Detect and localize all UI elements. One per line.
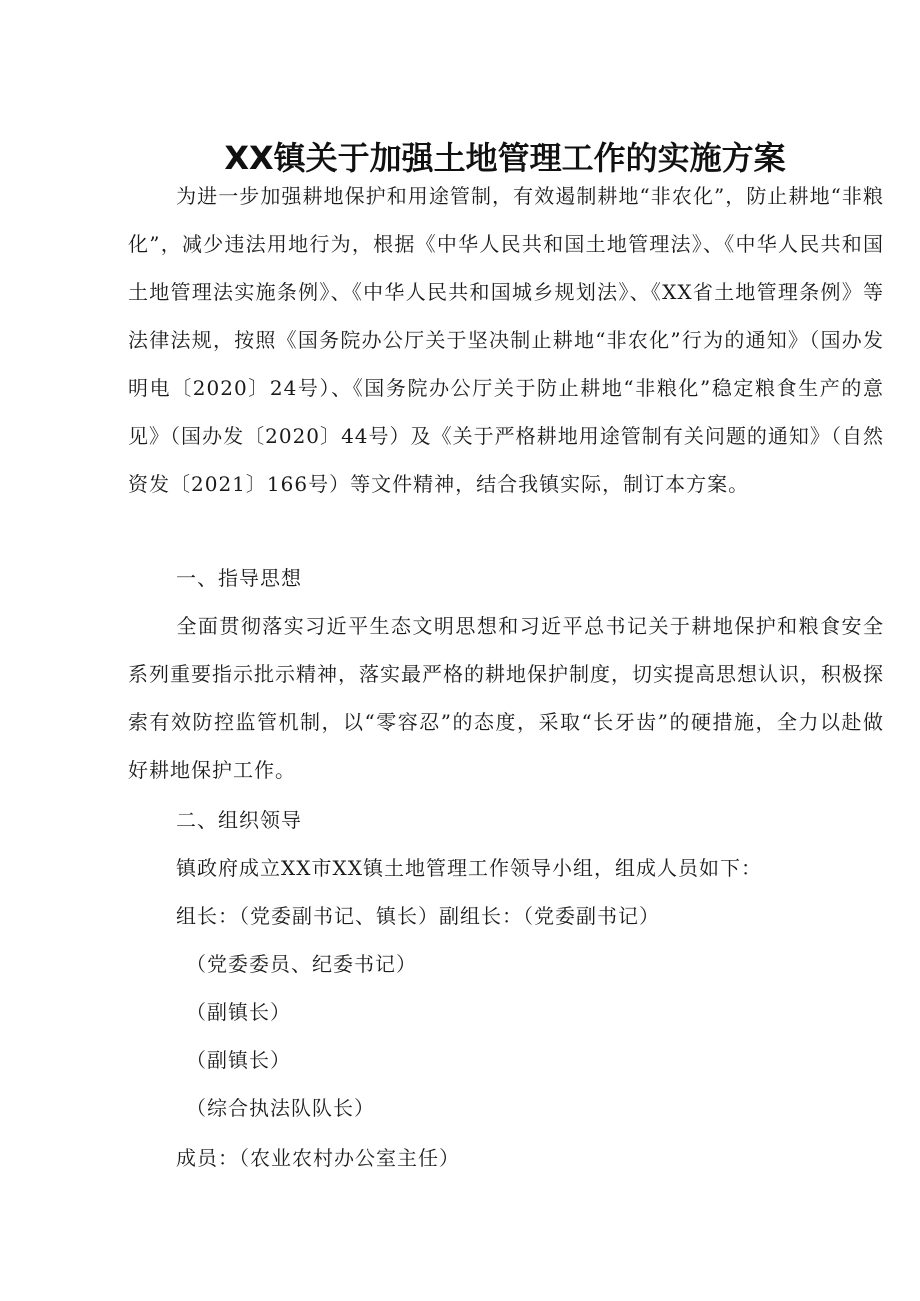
members-line: 成员：（农业农村办公室主任） xyxy=(176,1146,460,1170)
document-title: XX镇关于加强土地管理工作的实施方案 xyxy=(224,139,786,178)
deputy-line: （综合执法队队长） xyxy=(186,1096,375,1120)
section1-text: 全面贯彻落实习近平生态文明思想和习近平总书记关于耕地保护和粮食安全系列重要指示批示精神，落实最严格的耕地保护制度，切实提高思想认识，积极探索有效防控监管机制，以“零容忍”的态度，采取“长牙齿”的硬措施，全力以赴做好耕地保护工作。 xyxy=(128,614,884,782)
section1-paragraph xyxy=(128,602,884,794)
deputy-line: （副镇长） xyxy=(186,1000,291,1024)
deputy-line: （副镇长） xyxy=(186,1048,291,1072)
section-heading-guiding-thought: 一、指导思想 xyxy=(176,566,302,590)
section-heading-organization: 二、组织领导 xyxy=(176,808,302,832)
intro-text: 为进一步加强耕地保护和用途管制，有效遏制耕地“非农化”，防止耕地“非粮化”，减少违法用地行为，根据《中华人民共和国土地管理法》、《中华人民共和国土地管理法实施条例》、《中华人民共和国城乡规划法》、《XX省土地管理条例》等法律法规，按照《国务院办公厅关于坚决制止耕地“非农化”行为的通知》（国办发明电〔2020〕24号）、《国务院办公厅关于防止耕地“非粮化”稳定粮食生产的意见》（国办发〔2020〕44号）及《关于严格耕地用途管制有关问题的通知》（自然资发〔2021〕166号）等文件精神，结合我镇实际，制订本方案。 xyxy=(128,184,884,496)
deputy-line: （党委委员、纪委书记） xyxy=(186,952,417,976)
section2-intro: 镇政府成立XX市XX镇土地管理工作领导小组，组成人员如下： xyxy=(176,856,762,880)
leader-line: 组长：（党委副书记、镇长）副组长：（党委副书记） xyxy=(176,904,660,928)
intro-paragraph xyxy=(128,172,884,508)
